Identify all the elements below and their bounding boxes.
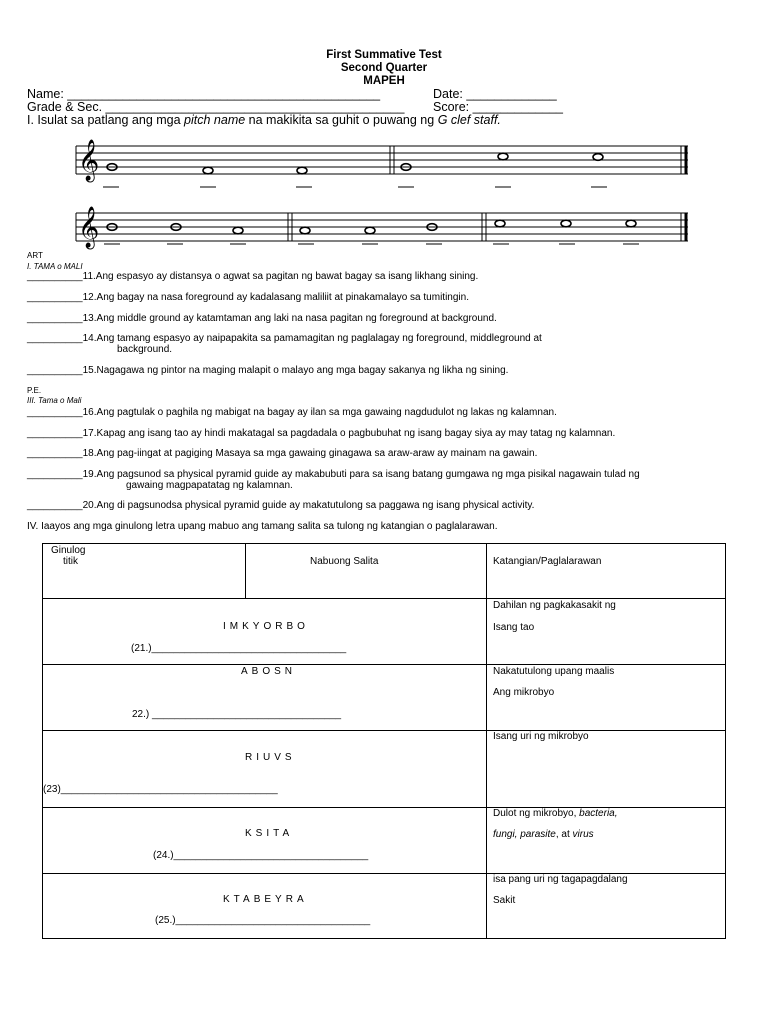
question-19-continuation: gawaing magpapatatag ng kalamnan. [126, 480, 293, 491]
pe-subtitle: III. Tama o Mali [27, 396, 82, 405]
question-12: __________12.Ang bagay na nasa foreground ay kadalasang maliliit at pinakamalayo sa tumitingin. [27, 292, 469, 303]
scrambled-word: ABOSN [241, 666, 297, 677]
question-20: __________20.Ang di pagsunodsa physical pyramid guide ay makatutulong sa paggawa ng isang physical activity. [27, 500, 535, 511]
header-description: Katangian/Paglalarawan [493, 556, 602, 567]
description-line: Dahilan ng pagkakasakit ng [493, 600, 616, 611]
art-section-label: ART [27, 251, 43, 260]
health-instruction: IV. Iaayos ang mga ginulong letra upang mabuo ang tamang salita sa tulong ng katangian o paglalarawan. [27, 521, 498, 532]
staff-2 [76, 213, 688, 241]
question-18: __________18.Ang pag-iingat at pagiging Masaya sa mga gawaing ginagawa sa araw-araw ay mainam na gawain. [27, 448, 538, 459]
description-line: isa pang uri ng tagapagdalang [493, 874, 628, 885]
answer-blank[interactable]: (23)_______________________________________ [43, 784, 278, 795]
table-row [43, 665, 726, 731]
answer-blank[interactable]: __________ [27, 365, 83, 376]
question-17: __________17.Kapag ang isang tao ay hindi makatagal sa pagdadala o pagbubuhat ng isang bagay siya ay may tatag ng kalamnan. [27, 428, 616, 439]
answer-blank[interactable]: 22.) __________________________________ [132, 709, 342, 720]
unscramble-table [42, 543, 726, 939]
answer-blank[interactable]: __________ [27, 313, 83, 324]
answer-blank[interactable]: __________ [27, 500, 83, 511]
question-14: __________14.Ang tamang espasyo ay naipapakita sa pamamagitan ng paglalagay ng foreground, middleground at [27, 333, 542, 344]
name-field[interactable]: Name: _____________________________________________ [27, 87, 381, 101]
header-scrambled-letters: Ginulog [51, 545, 86, 556]
subject-title: MAPEH [363, 75, 405, 87]
answer-blank[interactable]: __________ [27, 448, 83, 459]
scrambled-word: KTABEYRA [223, 894, 308, 905]
question-16: __________16.Ang pagtulak o paghila ng mabigat na bagay ay ilan sa mga gawaing nagdudulot ng lakas ng kalamnan. [27, 407, 557, 418]
grade-section-field[interactable]: Grade & Sec. ___________________________________________ [27, 100, 405, 114]
treble-clef-icon: 𝄞 [78, 139, 100, 180]
description-line: Ang mikrobyo [493, 687, 555, 698]
score-field[interactable]: Score: _____________ [433, 100, 563, 114]
table-row [43, 599, 726, 665]
date-field[interactable]: Date: _____________ [433, 87, 557, 101]
answer-blank[interactable]: (25.)___________________________________ [155, 915, 371, 926]
scrambled-word: IMKYORBO [223, 621, 309, 632]
description-line: Nakatutulong upang maalis [493, 666, 615, 677]
description-line: fungi, parasite, at virus [493, 829, 594, 840]
answer-blank[interactable]: __________ [27, 428, 83, 439]
test-title: First Summative Test [326, 49, 442, 61]
pe-section-label: P.E. [27, 386, 42, 395]
description-line: Sakit [493, 895, 516, 906]
quarter-title: Second Quarter [340, 62, 428, 74]
table-row [43, 808, 726, 874]
answer-blank[interactable]: __________ [27, 271, 83, 282]
header-scrambled-letters-2: titik [63, 556, 78, 567]
scrambled-word: RIUVS [245, 752, 296, 763]
question-11: __________11.Ang espasyo ay distansya o agwat sa pagitan ng bawat bagay sa isang likhang sining. [27, 271, 479, 282]
table-row [43, 731, 726, 808]
answer-blank[interactable]: __________ [27, 333, 83, 344]
music-instruction: I. Isulat sa patlang ang mga pitch name na makikita sa guhit o puwang ng G clef staff. [27, 113, 501, 127]
scrambled-word: KSITA [245, 828, 294, 839]
answer-blank[interactable]: __________ [27, 292, 83, 303]
question-15: __________15.Nagagawa ng pintor na maging malapit o malayo ang mga bagay sakanya ng likha ng sining. [27, 365, 509, 376]
answer-blanks [103, 187, 639, 244]
question-19: __________19.Ang pagsunod sa physical pyramid guide ay makabubuti para sa isang batang gumgawa ng mga pisikal nagawain tulad ng [27, 469, 640, 480]
table-row [43, 874, 726, 939]
description-line: Isang uri ng mikrobyo [493, 731, 589, 742]
answer-blank[interactable]: (21.)___________________________________ [131, 643, 347, 654]
answer-blank[interactable]: (24.)___________________________________ [153, 850, 369, 861]
answer-blank[interactable]: __________ [27, 469, 83, 480]
music-staves [0, 0, 768, 260]
whole-notes [107, 153, 636, 234]
art-subtitle: I. TAMA o MALI [27, 262, 83, 271]
description-line: Dulot ng mikrobyo, bacteria, [493, 808, 618, 819]
treble-clef-icon: 𝄞 [78, 206, 100, 247]
answer-blank[interactable]: __________ [27, 407, 83, 418]
question-13: __________13.Ang middle ground ay katamtaman ang laki na nasa pagitan ng foreground at background. [27, 313, 497, 324]
description-line: Isang tao [493, 622, 535, 633]
table-header-row [43, 544, 726, 599]
header-formed-word: Nabuong Salita [310, 556, 379, 567]
question-14-continuation: background. [117, 344, 173, 355]
